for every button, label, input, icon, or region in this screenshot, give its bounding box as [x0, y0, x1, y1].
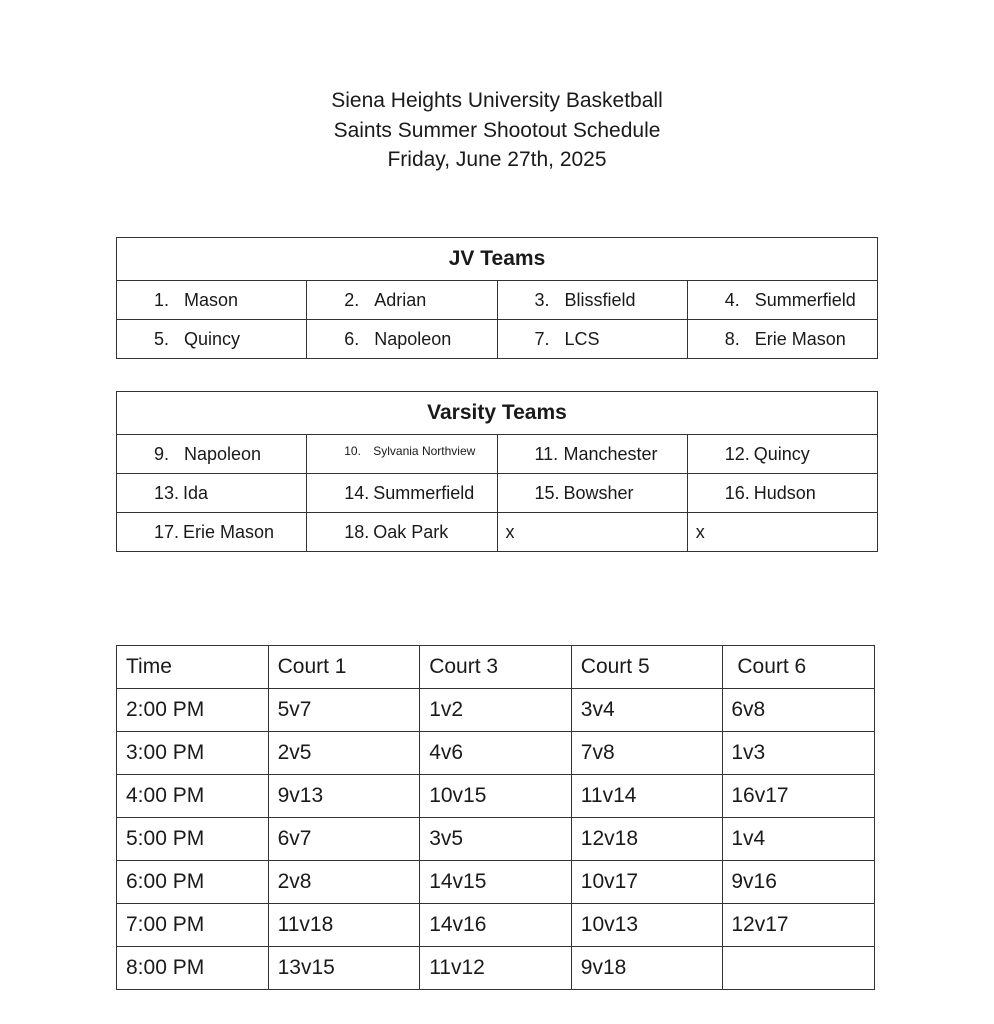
- matchup-cell: 11v18: [268, 904, 420, 947]
- matchup-cell: 14v15: [420, 861, 572, 904]
- matchup-cell: 1v2: [420, 689, 572, 732]
- column-header-time: Time: [117, 646, 269, 689]
- matchup-cell: 10v15: [420, 775, 572, 818]
- team-name: Manchester: [563, 443, 658, 464]
- empty-slot-cell: x: [687, 513, 877, 552]
- team-cell: [117, 474, 307, 513]
- matchup-cell: 2v5: [268, 732, 420, 775]
- team-cell: [497, 320, 687, 359]
- header-date-line: Friday, June 27th, 2025: [387, 148, 607, 171]
- team-cell: [307, 281, 497, 320]
- schedule-row: [117, 689, 875, 732]
- header-subtitle-line: Saints Summer Shootout Schedule: [333, 118, 661, 142]
- matchup-cell: 1v4: [723, 818, 875, 861]
- time-cell: 7:00 PM: [117, 904, 269, 947]
- team-name: Summerfield: [754, 289, 856, 310]
- schedule-row: [117, 818, 875, 861]
- matchup-cell: 3v4: [571, 689, 723, 732]
- matchup-cell: 2v8: [268, 861, 420, 904]
- team-name: Napoleon: [184, 443, 262, 464]
- empty-slot-cell: x: [497, 513, 687, 552]
- team-number: 12.: [724, 443, 750, 464]
- team-cell: [307, 474, 497, 513]
- team-cell: [497, 435, 687, 474]
- matchup-cell: 16v17: [723, 775, 875, 818]
- team-number: 6.: [344, 328, 360, 349]
- column-header-court: Court 1: [268, 646, 420, 689]
- team-name: Adrian: [374, 289, 427, 310]
- matchup-cell: 12v18: [571, 818, 723, 861]
- team-name: Erie Mason: [183, 521, 275, 542]
- jv-teams-table: [116, 237, 878, 359]
- matchup-cell: 12v17: [723, 904, 875, 947]
- team-cell: [117, 435, 307, 474]
- matchup-cell: 3v5: [420, 818, 572, 861]
- team-cell: [117, 281, 307, 320]
- team-cell: [687, 320, 877, 359]
- matchup-cell: 11v12: [420, 947, 572, 990]
- varsity-teams-row: [117, 513, 878, 552]
- matchup-cell: 14v16: [420, 904, 572, 947]
- team-number: 5.: [154, 328, 170, 349]
- matchup-cell: 10v17: [571, 861, 723, 904]
- matchup-cell: 6v8: [723, 689, 875, 732]
- matchup-cell: 10v13: [571, 904, 723, 947]
- team-number: 18.: [344, 521, 370, 542]
- team-number: 4.: [724, 289, 740, 310]
- team-number: 16.: [724, 482, 750, 503]
- team-name: Erie Mason: [754, 328, 846, 349]
- team-cell: [307, 320, 497, 359]
- schedule-table: [116, 645, 875, 990]
- time-cell: 6:00 PM: [117, 861, 269, 904]
- team-cell: [497, 474, 687, 513]
- team-cell: [497, 281, 687, 320]
- matchup-cell: 11v14: [571, 775, 723, 818]
- team-number: 14.: [344, 482, 370, 503]
- matchup-cell: 9v18: [571, 947, 723, 990]
- varsity-teams-table: [116, 391, 878, 552]
- varsity-title-row: [117, 392, 878, 435]
- schedule-row: [117, 732, 875, 775]
- schedule-row: [117, 904, 875, 947]
- team-name: Ida: [183, 482, 209, 503]
- matchup-cell: 1v3: [723, 732, 875, 775]
- matchup-cell: 5v7: [268, 689, 420, 732]
- matchup-cell: 4v6: [420, 732, 572, 775]
- team-name: Summerfield: [373, 482, 475, 503]
- jv-teams-row: [117, 281, 878, 320]
- matchup-cell: [723, 947, 875, 990]
- team-number: 17.: [154, 521, 180, 542]
- team-name: Quincy: [184, 328, 241, 349]
- team-number: 11.: [534, 443, 559, 464]
- team-cell: [307, 435, 497, 474]
- document-header: [0, 86, 994, 175]
- time-cell: 8:00 PM: [117, 947, 269, 990]
- team-number: 15.: [534, 482, 560, 503]
- schedule-row: [117, 947, 875, 990]
- team-cell: [687, 435, 877, 474]
- team-name: Mason: [184, 289, 239, 310]
- time-cell: 4:00 PM: [117, 775, 269, 818]
- team-cell: [307, 513, 497, 552]
- varsity-teams-row: [117, 474, 878, 513]
- team-name: Oak Park: [373, 521, 449, 542]
- team-name: Napoleon: [374, 328, 452, 349]
- time-cell: 5:00 PM: [117, 818, 269, 861]
- matchup-cell: 9v16: [723, 861, 875, 904]
- matchup-cell: 13v15: [268, 947, 420, 990]
- team-name: Bowsher: [563, 482, 634, 503]
- matchup-cell: 7v8: [571, 732, 723, 775]
- team-number: 13.: [154, 482, 180, 503]
- header-title-line: Siena Heights University Basketball: [331, 89, 663, 112]
- column-header-court: Court 3: [420, 646, 572, 689]
- team-cell: [687, 281, 877, 320]
- team-cell: [117, 320, 307, 359]
- team-number: 2.: [344, 289, 360, 310]
- jv-teams-row: [117, 320, 878, 359]
- schedule-row: [117, 861, 875, 904]
- varsity-teams-title: Varsity Teams: [117, 392, 878, 435]
- column-header-court: Court 6: [723, 646, 875, 689]
- varsity-teams-row: [117, 435, 878, 474]
- team-name: Quincy: [753, 443, 810, 464]
- team-number: 9.: [154, 443, 170, 464]
- team-name: Blissfield: [564, 289, 636, 310]
- jv-teams-title: JV Teams: [117, 238, 878, 281]
- team-name: Sylvania Northview: [373, 444, 476, 458]
- schedule-row: [117, 775, 875, 818]
- column-header-court: Court 5: [571, 646, 723, 689]
- team-name: LCS: [564, 328, 600, 349]
- jv-title-row: [117, 238, 878, 281]
- team-name: Hudson: [753, 482, 816, 503]
- matchup-cell: 9v13: [268, 775, 420, 818]
- time-cell: 3:00 PM: [117, 732, 269, 775]
- team-number: 1.: [154, 289, 170, 310]
- matchup-cell: 6v7: [268, 818, 420, 861]
- team-number: 8.: [724, 328, 740, 349]
- team-cell: [117, 513, 307, 552]
- team-cell: [687, 474, 877, 513]
- team-number: 7.: [534, 328, 550, 349]
- time-cell: 2:00 PM: [117, 689, 269, 732]
- team-number: 10.: [344, 444, 361, 458]
- team-number: 3.: [534, 289, 550, 310]
- schedule-header-row: [117, 646, 875, 689]
